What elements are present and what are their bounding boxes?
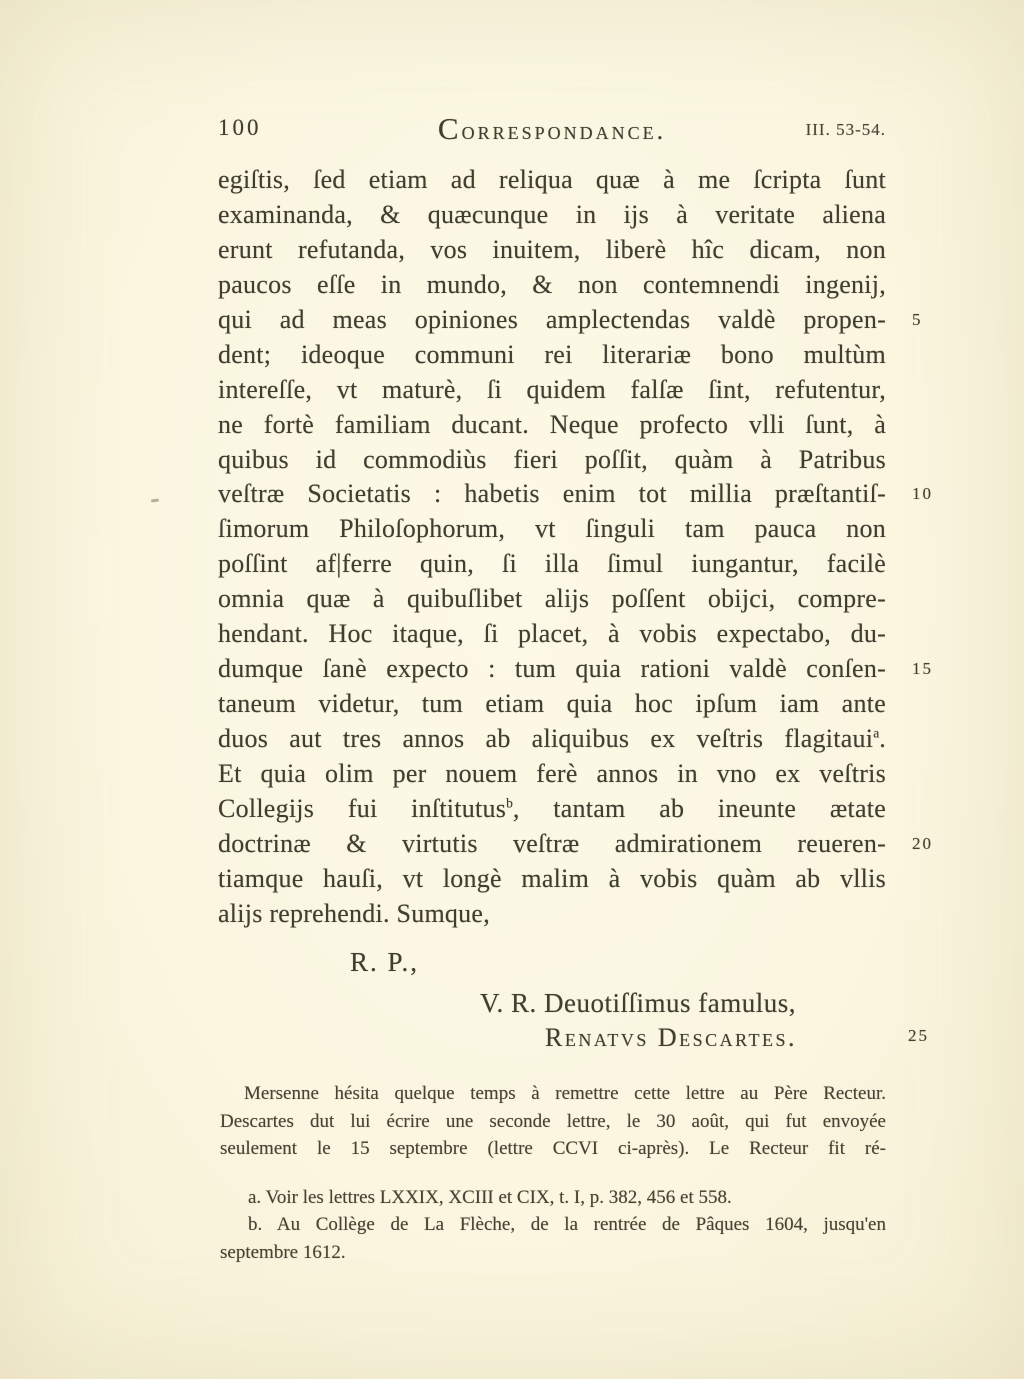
text-line: hendant. Hoc itaque, ſi placet, à vobis expectabo, du- (218, 619, 886, 649)
print-speck (151, 498, 159, 502)
text-line: qui ad meas opiniones amplectendas valdè propen- 5 (218, 303, 886, 338)
footnotes-section (220, 1184, 886, 1266)
text-line: omnia quæ à quibuſlibet alijs poſſent obijci, compre- (218, 584, 886, 614)
text-line: Et quia olim per nouem ferè annos in vno ex veſtris (218, 758, 886, 788)
note-line: Descartes dut lui écrire une seconde lettre, le 30 août, qui fut envoyée (220, 1110, 886, 1132)
text-line: taneum videtur, tum etiam quia hoc ipſum iam ante (218, 689, 886, 719)
text-line: veſtræ Societatis : habetis enim tot millia præſtantiſ- 10 (218, 477, 886, 512)
volume-page-reference: III. 53-54. (805, 120, 886, 139)
valediction-line: V. R. Deuotiſſimus famulus, (480, 988, 797, 1018)
text-line: doctrinæ & virtutis veſtræ admirationem reueren- 20 (218, 827, 886, 862)
text-line: paucos eſſe in mundo, & non contemnendi ingenij, (218, 269, 886, 299)
footnote-line: septembre 1612. (220, 1241, 346, 1263)
footnote-marker: a (873, 725, 880, 741)
line-number: 5 (912, 309, 923, 329)
text-line: examinanda, & quæcunque in ijs à veritate aliena (218, 199, 886, 229)
page-header (218, 110, 886, 146)
text-line: alijs reprehendi. Sumque, (218, 898, 490, 928)
line-number: 10 (912, 484, 933, 504)
footnote-marker: b (506, 795, 513, 811)
text-line: dumque ſanè expecto : tum quia rationi valdè conſen- 15 (218, 652, 886, 687)
text-line: egiſtis, ſed etiam ad reliqua quæ à me ſcripta ſunt (218, 165, 886, 194)
line-number: 15 (912, 659, 933, 679)
salutation-line: R. P., (350, 947, 420, 977)
note-line: Mersenne hésita quelque temps à remettre cette lettre au Père Recteur. (244, 1083, 886, 1104)
signature-name: Renatvs Descartes. (545, 1023, 798, 1052)
text-line: poſſint af|ferre quin, ſi illa ſimul iungantur, facilè (218, 549, 886, 579)
text-line: tiamque hauſi, vt longè malim à vobis quàm ab vllis (218, 863, 886, 893)
footnote-line: b. Au Collège de La Flèche, de la rentrée de Pâques 1604, jusqu'en (248, 1214, 886, 1236)
text-line: intereſſe, vt maturè, ſi quidem falſæ ſint, refutentur, (218, 374, 886, 404)
line-number: 20 (912, 833, 933, 853)
editorial-note (220, 1080, 886, 1163)
text-line: ne fortè familiam ducant. Neque profecto vlli ſunt, à (218, 409, 886, 439)
note-line: seulement le 15 septembre (lettre CCVI ci-après). Le Recteur fit ré- (220, 1138, 886, 1159)
text-line: dent; ideoque communi rei literariæ bono multùm (218, 339, 886, 369)
text-line: quibus id commodiùs fieri poſſit, quàm à Patribus (218, 444, 886, 474)
text-line: Collegijs fui inſtitutus$^b$, tantam ab ineunte ætate (218, 793, 886, 823)
running-title: Correspondance. (437, 111, 667, 146)
page-number: 100 (218, 115, 262, 140)
text-line: erunt refutanda, vos inuitem, liberè hîc dicam, non (218, 234, 886, 264)
line-number: 25 (908, 1026, 929, 1045)
text-line: ſimorum Philoſophorum, vt ſinguli tam pauca non (218, 514, 886, 544)
footnote-line: a. Voir les lettres LXXIX, XCIII et CIX, t. I, p. 382, 456 et 558. (248, 1187, 732, 1208)
text-line: duos aut tres annos ab aliquibus ex veſtris flagitaui$^a$. (218, 724, 886, 753)
letter-body (218, 163, 933, 932)
